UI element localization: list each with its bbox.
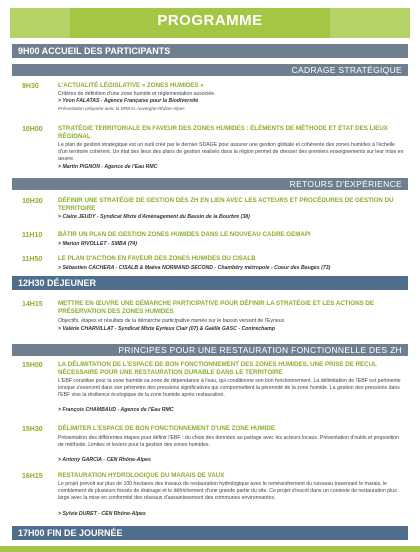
item-speaker: > François CHAMBAUD - Agence de l'Eau RMC — [58, 407, 174, 413]
section-principes: PRINCIPES POUR UNE RESTAURATION FONCTIONNELLE DES ZH — [12, 344, 408, 356]
item-title: L'ACTUALITÉ LÉGISLATIVE « ZONES HUMIDES » — [58, 82, 204, 89]
item-desc: Présentation des différentes étapes pour définir l'EBF : du choix des données au partage avec les acteurs locaux. Présentation d'outils et proposition de méthode. Limites et leviers pour la gestion des zones humides. — [58, 435, 400, 448]
item-speaker: > Valérie CHARVILLAT - Syndicat Mixte Eyrieux Clair (07) & Gaëlle GASC - Contrechamp — [58, 326, 275, 332]
item-speaker: > Claire JEUDY - Syndicat Mixte d'Aménagement du Bassin de la Bourbre (38) — [58, 214, 250, 220]
page-title: PROGRAMME — [157, 12, 263, 29]
header-banner — [10, 8, 410, 38]
item-speaker: > Antony GARCIA - CEN Rhône-Alpes — [58, 457, 151, 463]
item-title: DÉLIMITER L'ESPACE DE BON FONCTIONNEMENT D'UNE ZONE HUMIDE — [58, 425, 275, 432]
item-title: LE PLAN D'ACTION EN FAVEUR DES ZONES HUMIDES DU CISALB — [58, 255, 256, 262]
item-desc: Le plan de gestion stratégique est un outil créé par le dernier SDAGE pour assurer une gestion globale et cohérente des zones humides à l'échelle d'un territoire cohérent. Un état des lieux des plans de gestion réalisés dans la région permet de dresser des premiers enseignements sur leur mise en œuvre. — [58, 142, 404, 162]
item-time: 15H30 — [22, 426, 43, 433]
item-title: METTRE EN ŒUVRE UNE DÉMARCHE PARTICIPATIVE POUR DÉFINIR LA STRATÉGIE ET LES ACTIONS DE PRÉSERVATION DES ZONES HUMIDES — [58, 300, 375, 315]
item-time: 14H15 — [22, 301, 43, 308]
section-end: 17H00 FIN DE JOURNÉE — [12, 526, 408, 540]
item-time: 11H50 — [22, 256, 43, 263]
section-cadrage: CADRAGE STRATÉGIQUE — [12, 64, 408, 76]
item-title: RESTAURATION HYDROLOGIQUE DU MARAIS DE VAUX — [58, 472, 225, 479]
item-time: 9H30 — [22, 83, 39, 90]
item-time: 16H15 — [22, 473, 43, 480]
item-speaker: > Martin PIGNON - Agence de l'Eau RMC — [58, 164, 158, 170]
section-lunch: 12H30 DÉJEUNER — [12, 276, 408, 290]
item-speaker: > Sylvie DURET - CEN Rhône-Alpes — [58, 511, 146, 517]
item-speaker: > Sébastien CACHERA - CISALB & Maëva NORMAND-SECOND - Chambéry métropole - Coeur des Bauges (73) — [58, 265, 331, 271]
item-title: STRATÉGIE TERRITORIALE EN FAVEUR DES ZONES HUMIDES : ÉLÉMENTS DE MÉTHODE ET ÉTAT DES LIEUX RÉGIONAL — [58, 125, 388, 140]
item-desc: L'EBF constitue pour la zone humide sa zone de dépendance à l'eau, qui conditionne son bon fonctionnement. La délimitation de l'EBF est pertinente lorsque s'exercent dans son périmètre des pressions significatives qui compromettent la pérennité de la zone humide. La gestion des pressions dans l'EBF vise la résilience écologique de la zone humide après restauration. — [58, 378, 401, 398]
section-welcome: 9H00 ACCUEIL DES PARTICIPANTS — [12, 44, 408, 58]
item-speaker: > Yvon FALATAS - Agence Française pour la Biodiversité — [58, 98, 199, 104]
item-desc: Critères de définition d'une zone humide et réglementation associée. — [58, 91, 216, 97]
item-note: Présentation préparée avec la DREAL Auvergne-Rhône-Alpes — [58, 106, 185, 111]
item-speaker: > Marion RIVOLLET - SMBA (74) — [58, 241, 137, 247]
item-title: BÂTIR UN PLAN DE GESTION ZONES HUMIDES DANS LE NOUVEAU CADRE GEMAPI — [58, 231, 311, 238]
item-title: LA DÉLIMITATION DE L'ESPACE DE BON FONCTIONNEMENT DES ZONES HUMIDES, UNE PRISE DE RECUL NÉCESSAIRE POUR UNE RESTAURATION DURABLE DANS LE TERRITOIRE — [58, 361, 377, 376]
item-time: 11H10 — [22, 232, 43, 239]
item-desc: Objectifs, étapes et résultats de la démarche participative menée sur le bassin versant de l'Eyrieux — [58, 318, 285, 324]
section-retours: RETOURS D'EXPÉRIENCE — [12, 178, 408, 190]
item-desc: Le projet prévoit sur plus de 100 hectares des travaux de restauration hydrologique avec le reméandrement du ruisseau traversant le marais, le comblement de plusieurs fossés de drainage et le défrichement d'une grande partie du site. Ce projet s'inscrit dans un contexte de restauration plus large avec la mise en conformité des réseaux d'assainissement des communes environnantes. — [58, 481, 397, 501]
footer-strip — [0, 546, 420, 552]
item-time: 10H30 — [22, 198, 43, 205]
item-title: DÉFINIR UNE STRATÉGIE DE GESTION DES ZH EN LIEN AVEC LES ACTEURS ET PROCÉDURES DE GESTION DU TERRITOIRE — [58, 197, 394, 212]
item-time: 15H00 — [22, 362, 43, 369]
item-time: 10H00 — [22, 126, 43, 133]
